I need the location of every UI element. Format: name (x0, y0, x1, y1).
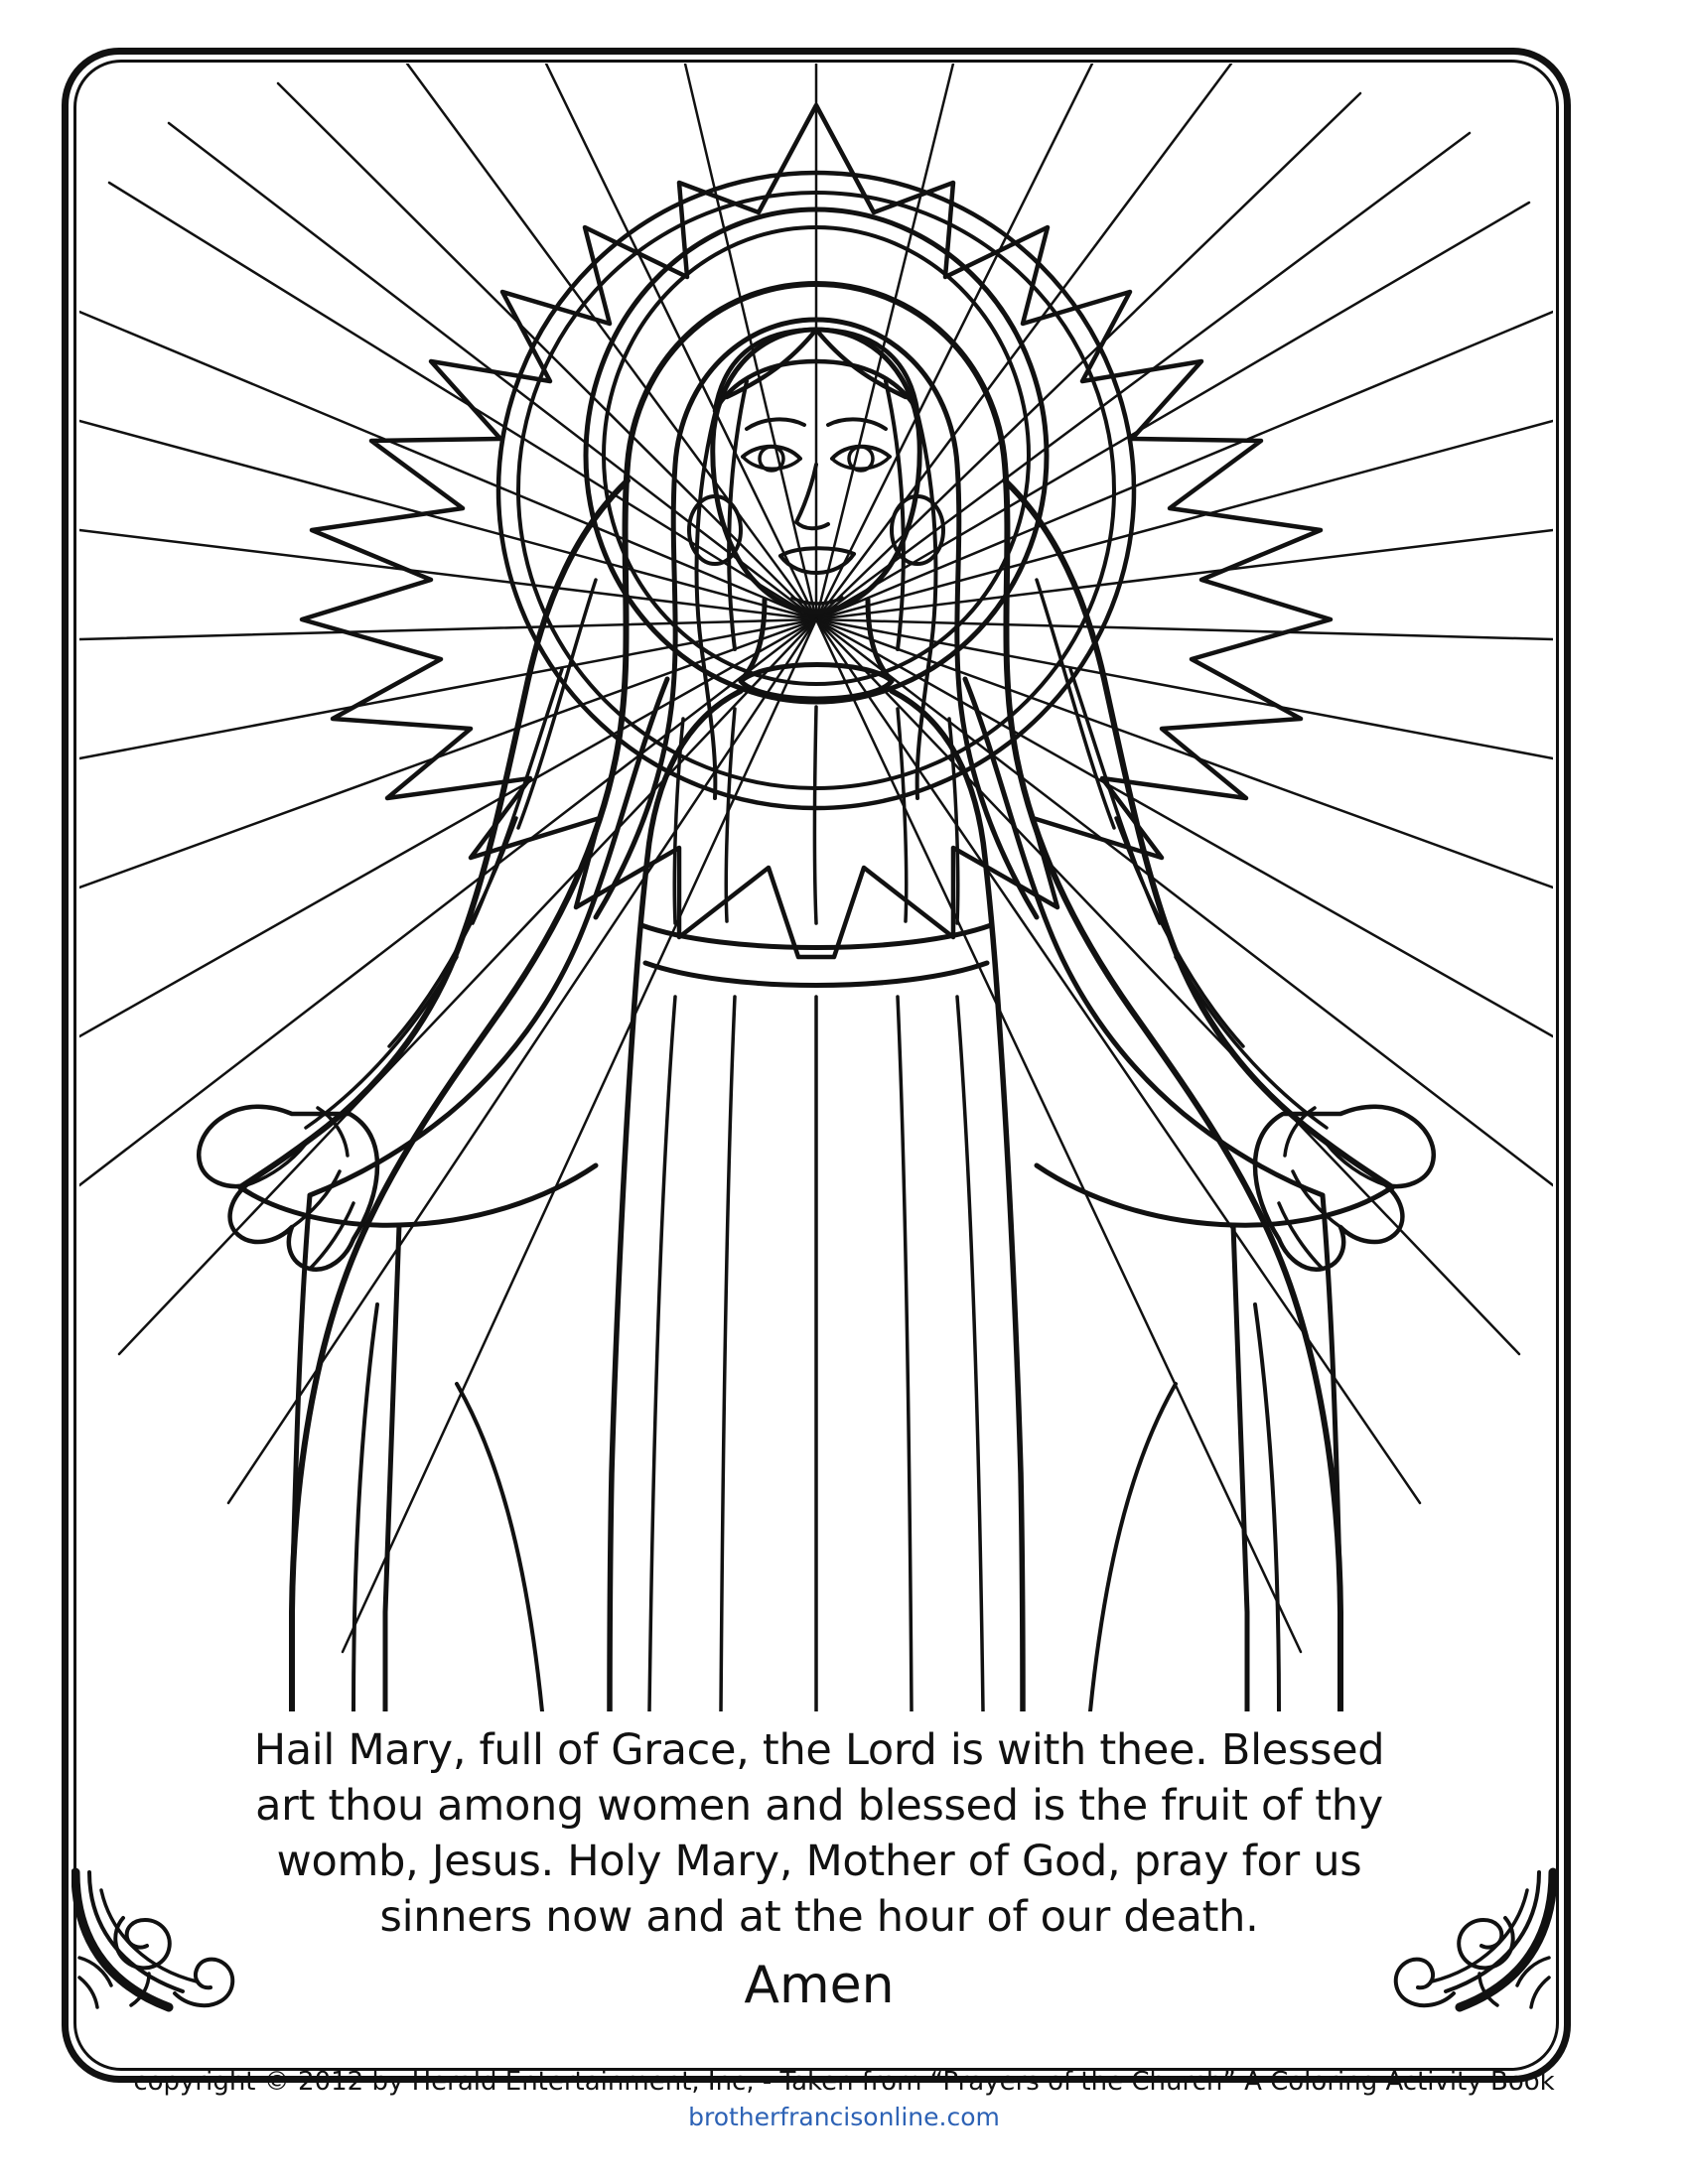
eye-left-iris (760, 447, 783, 471)
eye-left-lower (743, 457, 800, 469)
illustration-area (79, 64, 1553, 1711)
corner-flourish-bottom-right (1378, 1866, 1557, 2015)
eyebrow-right (828, 419, 886, 429)
nose (796, 465, 828, 528)
website-link[interactable]: brotherfrancisonline.com (688, 2103, 1000, 2131)
mantle-right-hem (1037, 1165, 1392, 1225)
prayer-line-2: art thou among women and blessed is the fruit of thy (255, 1781, 1383, 1831)
mantle-right (1005, 480, 1392, 1187)
hand-left (199, 1107, 377, 1270)
eye-right-iris (849, 447, 873, 471)
hair-strand-left (697, 391, 721, 798)
mantle-left (240, 480, 628, 1187)
dress-folds (649, 707, 983, 1711)
prayer-text-block (119, 1722, 1519, 2018)
hair-strand-right (912, 391, 935, 798)
prayer-line-1: Hail Mary, full of Grace, the Lord is with thee. Blessed (253, 1725, 1385, 1775)
footer (0, 2065, 1688, 2134)
hand-right (1255, 1107, 1434, 1270)
mary-illustration (79, 64, 1553, 1711)
collar (741, 665, 892, 700)
corner-flourish-bottom-left (71, 1866, 250, 2015)
eye-right-lower (832, 457, 890, 469)
prayer-line-3: womb, Jesus. Holy Mary, Mother of God, pray for us (276, 1837, 1362, 1886)
prayer-amen: Amen (744, 1956, 895, 2015)
eyebrow-left (747, 419, 804, 429)
prayer-line-4: sinners now and at the hour of our death. (379, 1892, 1259, 1942)
copyright-text: copyright © 2012 by Herald Entertainment, Inc, - Taken from “Prayers of the Church” A Coloring Activity Book (133, 2067, 1555, 2097)
